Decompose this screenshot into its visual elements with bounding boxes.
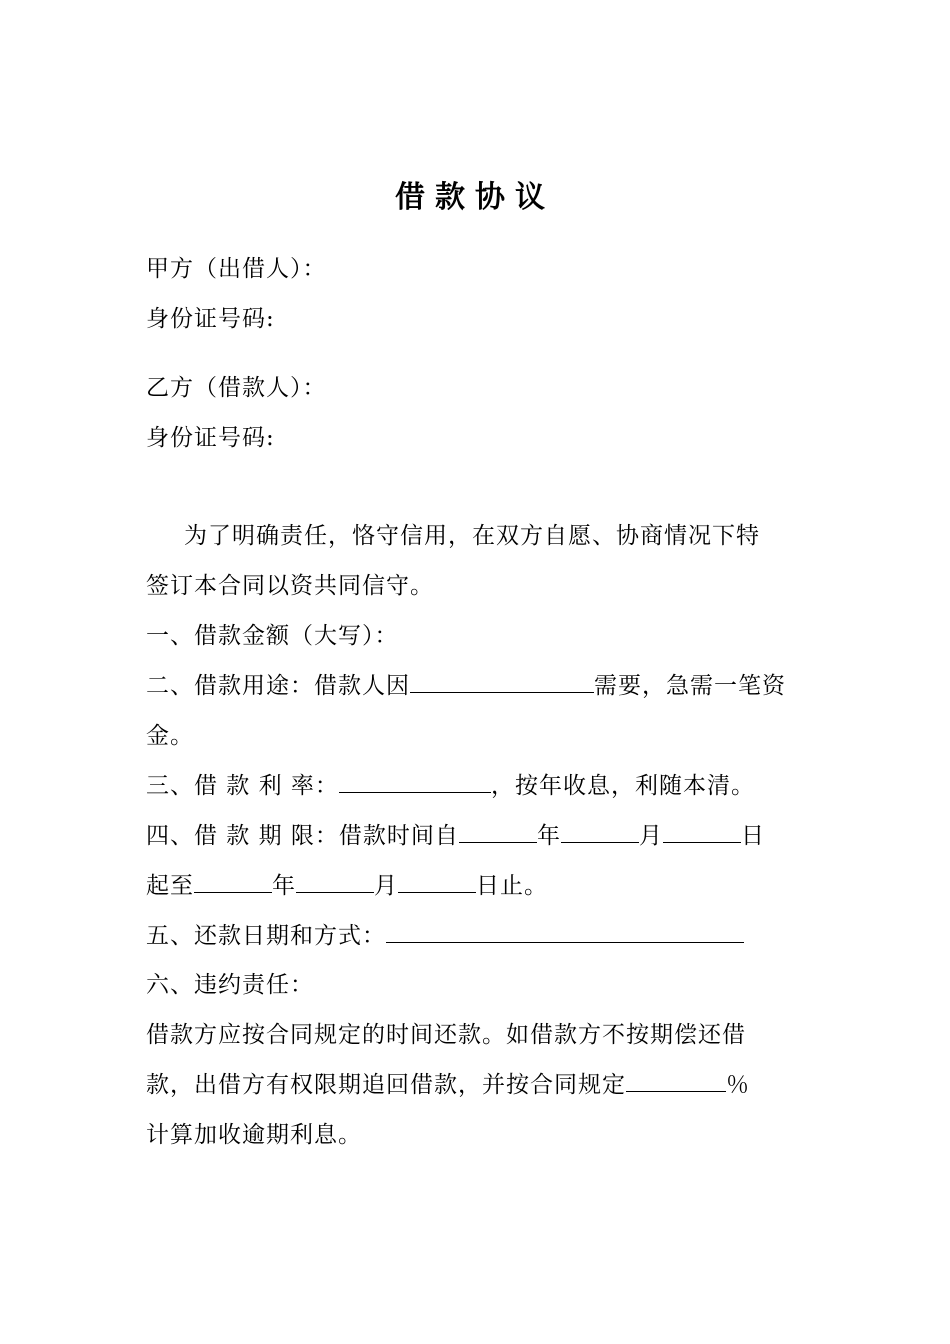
loan-purpose-clause <box>146 667 786 700</box>
percent-sign: ％ <box>726 1072 750 1098</box>
start-day-label: 日 <box>740 823 765 849</box>
party-a-id-label: 身份证号码: <box>146 306 275 332</box>
party-a-label: 甲方（出借人）： <box>146 256 327 282</box>
loan-purpose-suffix: 需要，急需一笔资 <box>594 673 786 699</box>
end-month-blank <box>296 872 374 893</box>
end-year-blank <box>194 872 272 893</box>
breach-clause-line2 <box>146 1066 750 1099</box>
interest-rate-blank <box>339 772 491 793</box>
end-month-label: 月 <box>374 873 398 899</box>
end-day-blank <box>398 872 476 893</box>
start-year-blank <box>459 822 537 843</box>
breach-clause-line3: 计算加收逾期利息。 <box>146 1122 362 1148</box>
breach-clause-line1: 借款方应按合同规定的时间还款。如借款方不按期偿还借 <box>146 1022 746 1048</box>
start-month-blank <box>561 822 639 843</box>
document-title: 借款协议 <box>395 180 555 215</box>
end-day-suffix: 日止。 <box>476 873 548 899</box>
interest-rate-suffix: ，按年收息，利随本清。 <box>490 773 755 799</box>
loan-amount-clause: 一、借款金额（大写）： <box>146 623 399 649</box>
breach-clause-line2-prefix: 款，出借方有权限期追回借款，并按合同规定 <box>146 1072 626 1098</box>
repayment-blank <box>386 922 744 943</box>
loan-purpose-line2: 金。 <box>146 723 194 749</box>
penalty-rate-blank <box>626 1071 726 1092</box>
start-month-label: 月 <box>638 823 663 849</box>
party-b-label: 乙方（借款人）： <box>146 375 327 401</box>
start-year-label: 年 <box>536 823 561 849</box>
repayment-label: 五、还款日期和方式： <box>146 923 386 949</box>
party-b-id-label: 身份证号码: <box>146 425 275 451</box>
intro-paragraph-line1: 为了明确责任，恪守信用，在双方自愿、协商情况下特 <box>184 523 760 549</box>
loan-purpose-prefix: 二、借款用途：借款人因 <box>146 673 410 699</box>
loan-term-label: 四、借 款 期 限：借款时间自 <box>146 823 459 849</box>
loan-term-clause <box>146 817 765 850</box>
interest-rate-clause <box>146 767 755 800</box>
interest-rate-label: 三、借 款 利 率： <box>146 773 339 799</box>
loan-term-line2 <box>146 867 548 900</box>
start-day-blank <box>663 822 741 843</box>
loan-term-end-prefix: 起至 <box>146 873 194 899</box>
breach-clause-label: 六、违约责任： <box>146 972 314 998</box>
loan-purpose-blank <box>410 672 594 693</box>
intro-paragraph-line2: 签订本合同以资共同信守。 <box>146 573 434 599</box>
repayment-clause <box>146 917 744 950</box>
end-year-label: 年 <box>272 873 296 899</box>
